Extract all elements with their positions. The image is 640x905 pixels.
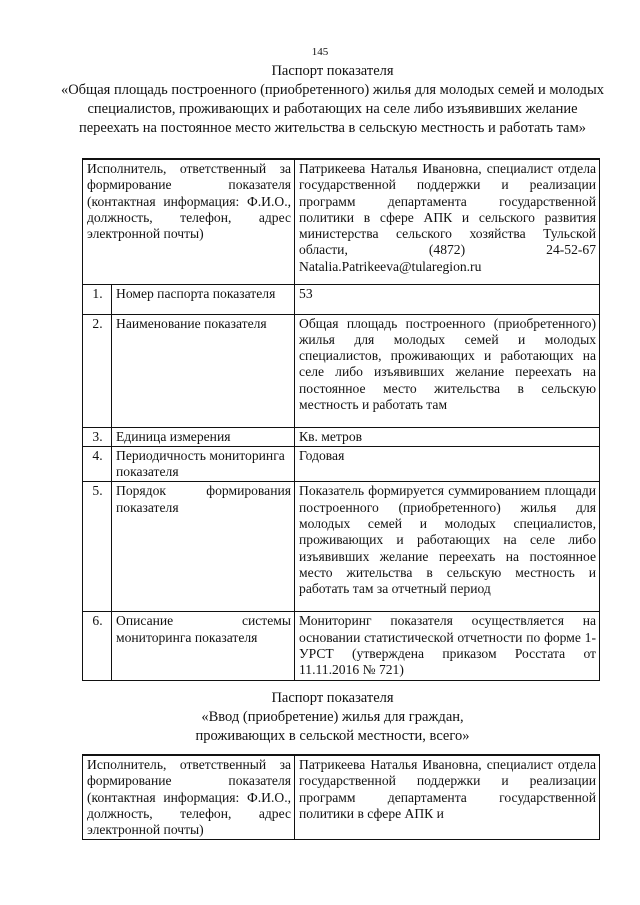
row-value: Мониторинг показателя осуществляется на основании статистической отчетности по форме 1-УРСТ (утверждена приказом Росстата от 11.11.2016 № 721) <box>295 612 600 680</box>
page-number: 145 <box>311 46 329 58</box>
row-value: Показатель формируется суммированием площади построенного (приобретенного) жилья для молодых семей и молодых специалистов, проживающих и работающих на селе либо изъявивших желание переехать на постоянное место жительства в сельскую местность и работать там за отчетный период <box>295 482 600 612</box>
row-label: Периодичность мониторинга показателя <box>112 446 295 482</box>
table-row <box>83 612 600 680</box>
passport-indicator-name: «Ввод (приобретение) жилья для граждан, проживающих в сельской местности, всего» <box>195 709 470 744</box>
row-number: 2. <box>83 314 112 427</box>
executor-value-cell: Патрикеева Наталья Ивановна, специалист отдела государственной поддержки и реализации программ департамента государственной политики в сфере АПК и сельского развития министерства сельского хозяйства Тульской области, (4872) 24-52-67 Natalia.Patrikeeva@tularegion.ru <box>295 159 600 284</box>
passport-heading: Паспорт показателя <box>271 690 394 706</box>
row-number: 4. <box>83 446 112 482</box>
row-label: Единица измерения <box>112 427 295 446</box>
row-value: 53 <box>295 284 600 314</box>
row-number: 5. <box>83 482 112 612</box>
table-row <box>83 446 600 482</box>
passport-heading: Паспорт показателя <box>271 63 394 79</box>
table-row <box>83 159 600 284</box>
table-row <box>83 284 600 314</box>
executor-label-cell: Исполнитель, ответственный за формирование показателя (контактная информация: Ф.И.О., должность, телефон, адрес электронной почты) <box>83 159 295 284</box>
row-value: Кв. метров <box>295 427 600 446</box>
table-row <box>83 482 600 612</box>
table-row <box>83 755 600 840</box>
executor-label-cell: Исполнитель, ответственный за формирование показателя (контактная информация: Ф.И.О., должность, телефон, адрес электронной почты) <box>83 755 295 840</box>
row-number: 3. <box>83 427 112 446</box>
row-number: 1. <box>83 284 112 314</box>
row-label: Порядок формирования показателя <box>112 482 295 612</box>
executor-value-cell: Патрикеева Наталья Ивановна, специалист отдела государственной поддержки и реализации программ департамента государственной политики в сфере АПК и <box>295 755 600 840</box>
row-label: Наименование показателя <box>112 314 295 427</box>
table-row <box>83 314 600 427</box>
row-label: Описание системы мониторинга показателя <box>112 612 295 680</box>
row-number: 6. <box>83 612 112 680</box>
passport-indicator-name: «Общая площадь построенного (приобретенного) жилья для молодых семей и молодых специалистов, проживающих и работающих на селе либо изъявивших желание переехать на постоянное место жительства в сельскую местность и работать там» <box>60 82 605 136</box>
row-label: Номер паспорта показателя <box>112 284 295 314</box>
passport-table-2 <box>82 754 600 840</box>
passport-title-1 <box>60 62 605 138</box>
row-value: Общая площадь построенного (приобретенного) жилья для молодых семей и молодых специалистов, проживающих и работающих на селе либо изъявивших желание переехать на постоянное место жительства в сельскую местность и работать там <box>295 314 600 427</box>
passport-table-1 <box>82 158 600 681</box>
row-value: Годовая <box>295 446 600 482</box>
passport-title-2 <box>60 689 605 746</box>
table-row <box>83 427 600 446</box>
